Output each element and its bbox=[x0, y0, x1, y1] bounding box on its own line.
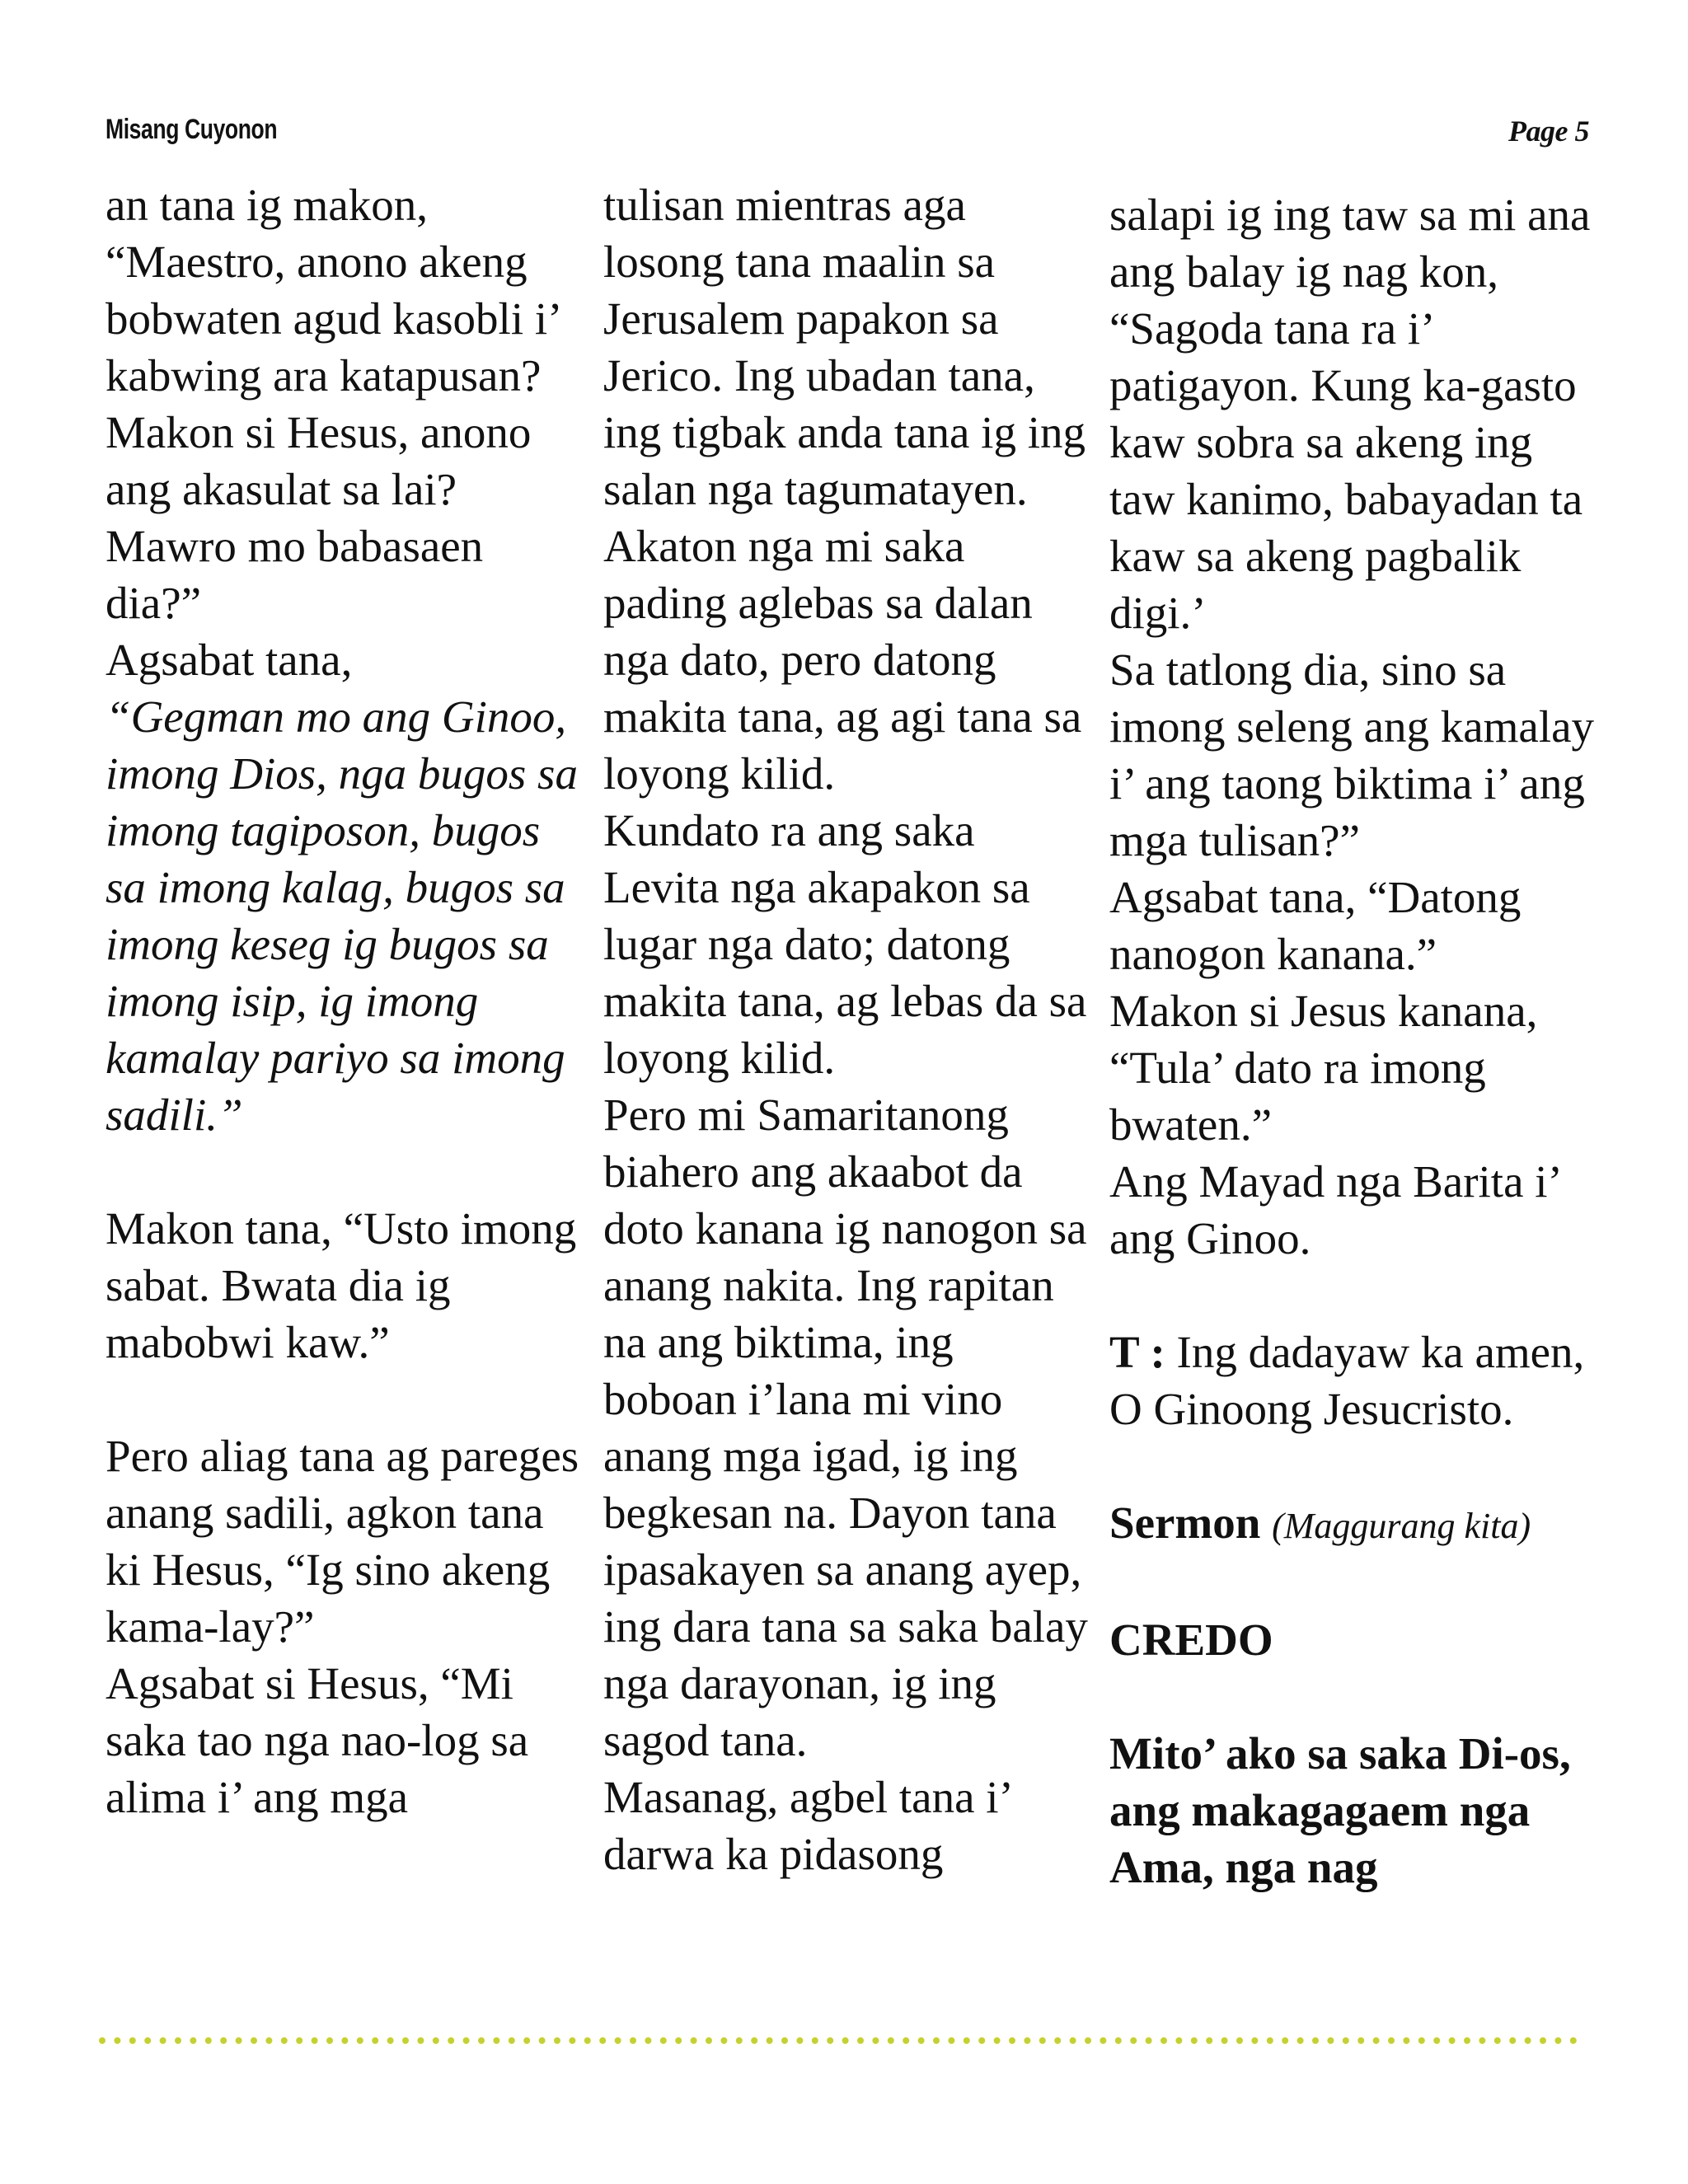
dotted-divider bbox=[97, 2036, 1581, 2046]
sermon-label: Sermon bbox=[1109, 1497, 1261, 1548]
paragraph: Masanag, agbel tana i’ darwa ka pidasong bbox=[603, 1772, 1010, 1879]
paragraph-gap bbox=[1109, 1267, 1604, 1324]
italic-scripture-quote: “Gegman mo ang Ginoo, imong Dios, nga bugos sa imong tagiposon, bugos sa imong kalag, bugos sa imong keseg ig bugos sa imong isip, ig imong kamalay pariyo sa imong sadili.” bbox=[106, 691, 578, 1140]
paragraph: Akaton nga mi saka pading aglebas sa dalan nga dato, pero datong makita tana, ag agi tana sa loyong kilid. bbox=[603, 521, 1082, 799]
text-column-1 bbox=[106, 176, 585, 1825]
paragraph: Agsabat tana, “Datong nanogon kanana.” bbox=[1109, 872, 1522, 979]
paragraph-gap bbox=[1109, 1437, 1604, 1494]
paragraph: Makon tana, “Usto imong sabat. Bwata dia ig mabobwi kaw.” bbox=[106, 1203, 577, 1367]
paragraph: Pero mi Samaritanong biahero ang akaabot da doto kanana ig nanogon sa anang nakita. Ing rapitan na ang biktima, ing boboan i’lana mi vino anang mga igad, ig ing begkesan na. Dayon tana ipasakayen sa anang ayep, ing dara tana sa saka balay nga darayonan, ig ing sagod tana. bbox=[603, 1090, 1088, 1765]
text-column-2 bbox=[603, 176, 1090, 1882]
paragraph: tulisan mientras aga losong tana maalin sa Jerusalem papakon sa Jerico. Ing ubadan tana, ing tigbak anda tana ig ing salan nga tagumatayen. bbox=[603, 180, 1085, 514]
paragraph: Sa tatlong dia, sino sa imong seleng ang kamalay i’ ang taong biktima i’ ang mga tulisan?” bbox=[1109, 644, 1595, 865]
paragraph-gap bbox=[1109, 1668, 1604, 1725]
paragraph-gap bbox=[106, 1143, 585, 1200]
paragraph: Makon si Jesus kanana, “Tula’ dato ra imong bwaten.” bbox=[1109, 986, 1538, 1150]
paragraph-gap bbox=[1109, 1554, 1604, 1611]
page-number: Page 5 bbox=[1508, 115, 1589, 148]
sermon-line bbox=[1109, 1494, 1604, 1554]
credo-heading: CREDO bbox=[1109, 1615, 1273, 1665]
response-label: T : bbox=[1109, 1327, 1165, 1377]
credo-text: Mito’ ako sa saka Di-os, ang makagagaem nga Ama, nga nag bbox=[1109, 1728, 1571, 1892]
sermon-note: (Maggurang kita) bbox=[1272, 1506, 1531, 1546]
text-column-3 bbox=[1109, 186, 1604, 1896]
response-line bbox=[1109, 1324, 1604, 1437]
paragraph: Agsabat si Hesus, “Mi saka tao nga nao-log sa alima i’ ang mga bbox=[106, 1658, 529, 1822]
publication-title: Misang Cuyonon bbox=[106, 114, 278, 145]
paragraph: salapi ig ing taw sa mi ana ang balay ig nag kon, “Sagoda tana ra i’ patigayon. Kung ka-gasto kaw sobra sa akeng ing taw kanimo, babayadan ta kaw sa akeng pagbalik digi.’ bbox=[1109, 190, 1591, 638]
response-text: Ing dadayaw ka amen, O Ginoong Jesucristo. bbox=[1109, 1327, 1585, 1434]
paragraph: Kundato ra ang saka Levita nga akapakon sa lugar nga dato; datong makita tana, ag lebas da sa loyong kilid. bbox=[603, 805, 1087, 1083]
paragraph: an tana ig makon, “Maestro, anono akeng bobwaten agud kasobli i’ kabwing ara katapusan? Makon si Hesus, anono ang akasulat sa lai? Mawro mo babasaen dia?” bbox=[106, 180, 560, 628]
paragraph-gap bbox=[106, 1371, 585, 1427]
paragraph: Ang Mayad nga Barita i’ ang Ginoo. bbox=[1109, 1156, 1559, 1263]
paragraph: Agsabat tana, bbox=[106, 635, 353, 685]
paragraph: Pero aliag tana ag pareges anang sadili, agkon tana ki Hesus, “Ig sino akeng kama-lay?” bbox=[106, 1431, 579, 1652]
